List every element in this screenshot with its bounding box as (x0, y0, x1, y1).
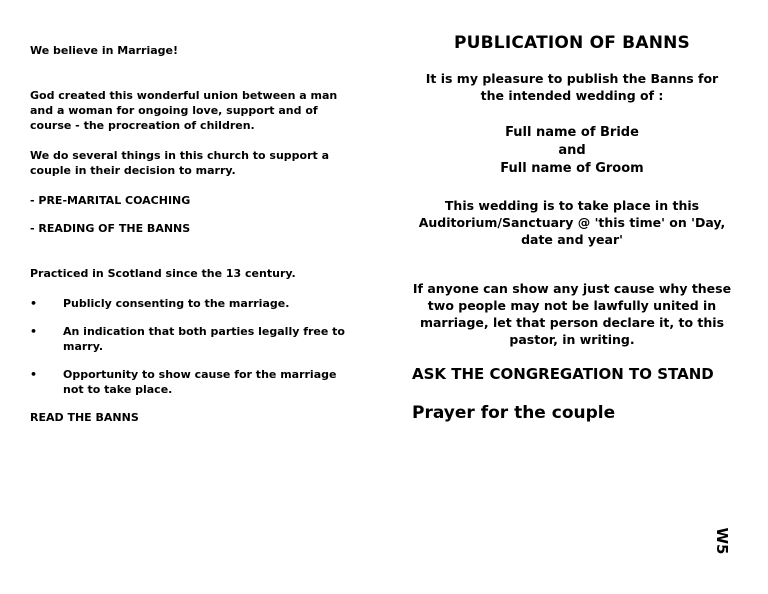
prayer-heading: Prayer for the couple (412, 403, 616, 423)
intro-text: It is my pleasure to publish the Banns for the intended wedding of : (425, 71, 719, 103)
ask-congregation: ASK THE CONGREGATION TO STAND (412, 365, 714, 383)
paragraph-union: God created this wonderful union between a man and a woman for ongoing love, support and of course - the procreation of children. (30, 89, 338, 132)
cause-text: If anyone can show any just cause why these two people may not be lawfully united in marriage, let that person declare it, to this pastor, in writing. (412, 281, 732, 347)
heading-believe: We believe in Marriage! (30, 44, 179, 57)
list-item (30, 367, 350, 397)
page-code: W5 (713, 527, 731, 555)
bullet-text: An indication that both parties legally free to marry. (63, 325, 345, 353)
and-text: and (558, 143, 586, 158)
read-banns: READ THE BANNS (30, 411, 139, 424)
list-item (30, 324, 350, 354)
item-coaching: - PRE-MARITAL COACHING (30, 194, 191, 207)
bullet-dot: • (30, 325, 38, 338)
bullet-list (30, 296, 350, 397)
left-column (30, 43, 350, 425)
bullet-text: Publicly consenting to the marriage. (63, 297, 290, 310)
page-title: PUBLICATION OF BANNS (453, 33, 690, 53)
bullet-text: Opportunity to show cause for the marriage not to take place. (63, 368, 337, 396)
right-column (412, 33, 732, 423)
practiced-text: Practiced in Scotland since the 13 century. (30, 267, 296, 280)
wedding-place-text: This wedding is to take place in this Auditorium/Sanctuary @ 'this time' on 'Day, date and year' (418, 198, 726, 247)
bride-name: Full name of Bride (505, 125, 639, 140)
list-item (30, 296, 350, 311)
groom-name: Full name of Groom (500, 161, 644, 176)
item-reading: - READING OF THE BANNS (30, 222, 191, 235)
bullet-dot: • (30, 368, 38, 381)
paragraph-support: We do several things in this church to support a couple in their decision to marry. (30, 149, 330, 177)
bullet-dot: • (30, 297, 38, 310)
